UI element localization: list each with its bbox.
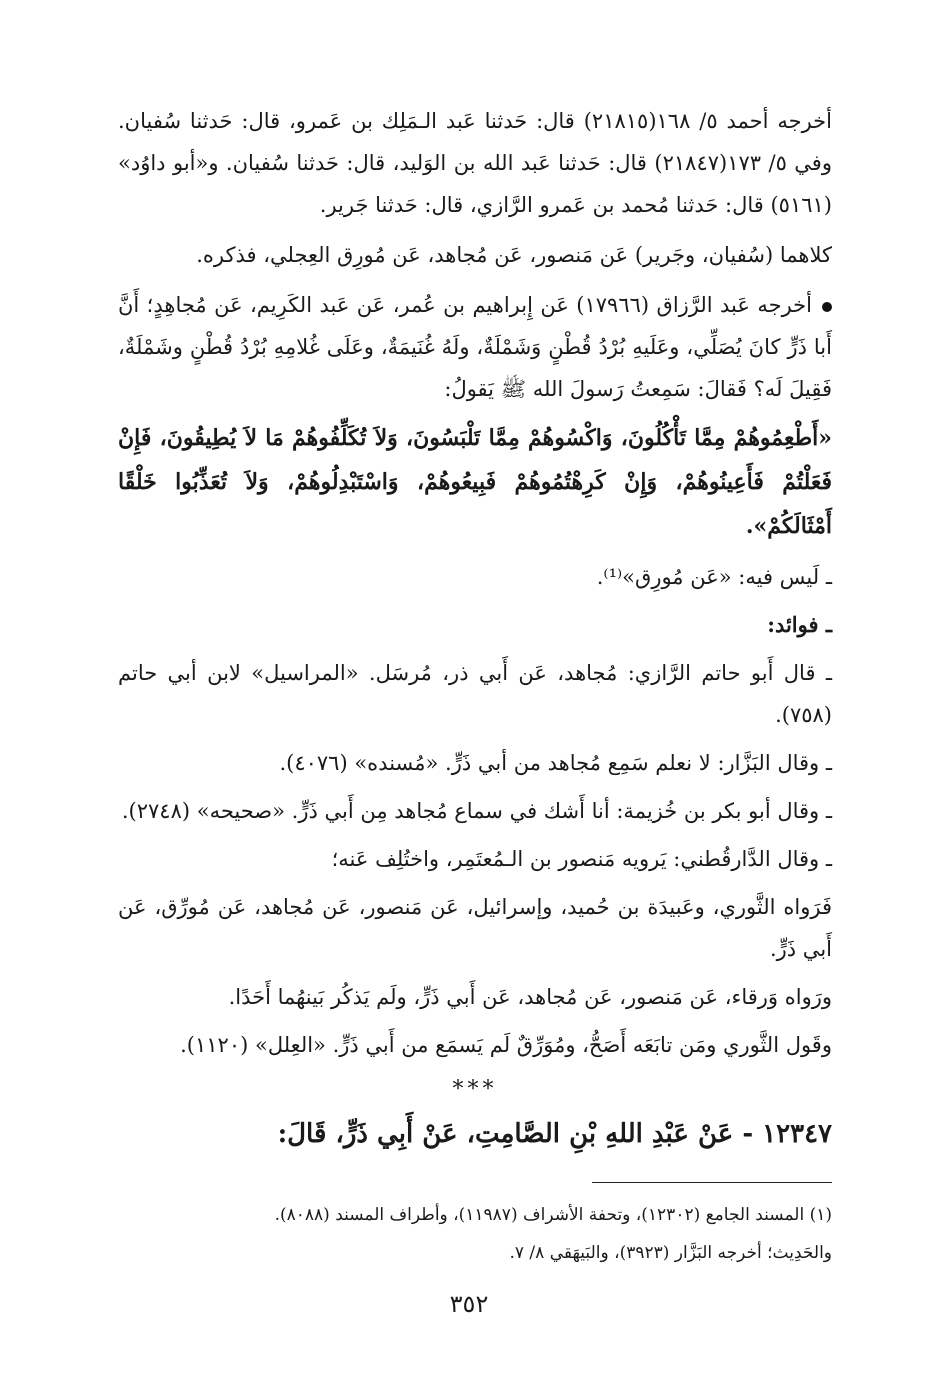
benefit-abu-hatim: ـ قال أَبو حاتم الرَّازي: مُجاهد، عَن أَبي ذر، مُرسَل. «المراسيل» لابن أبي حاتم (٧٥٨).: [118, 661, 832, 727]
footnote-1: (١) المسند الجامع (١٢٣٠٢)، وتحفة الأشراف (١١٩٨٧)، وأطراف المسند (٨٠٨٨).: [274, 1205, 832, 1225]
footnotes: [190, 1196, 832, 1272]
benefits-heading: ـ فوائد:: [767, 612, 832, 637]
page-body: [118, 100, 832, 1168]
summary-paragraph: كلاهما (سُفيان، وجَرير) عَن مَنصور، عَن مُجاهد، عَن مُورِق العِجلي، فذكره.: [196, 243, 832, 267]
hadith-text: «أَطْعِمُوهُمْ مِمَّا تَأْكُلُونَ، وَاكْسُوهُمْ مِمَّا تَلْبَسُونَ، وَلاَ تُكَلِّفُوهُمْ مَا لاَ يُطِيقُونَ، فَإِنْ فَعَلْتُمْ فَأَعِينُوهُمْ، وَإِنْ كَرِهْتُمُوهُمْ فَبِيعُوهُمْ، وَاسْتَبْدِلُوهُمْ، وَلاَ تُعَذِّبُوا خَلْقًا أَمْثَالَكُمْ».: [118, 425, 832, 539]
bullet-icon: [822, 302, 832, 312]
second-takhrij-text: أخرجه عَبد الرَّزاق (١٧٩٦٦) عَن إِبراهيم بن عُمر، عَن عَبد الكَرِيم، عَن مُجاهِدٍ؛ أَنَّ أَبا ذَرٍّ كانَ يُصَلِّي، وعَلَيهِ بُرْدُ قُطْنٍ وَشَمْلَةٌ، ولَهُ غُنَيمَةٌ، وعَلَى غُلامِهِ بُرْدُ قُطْنٍ وشَمْلَةٌ، فَقِيلَ لَه؟ فَقالَ: سَمِعتُ رَسولَ الله ﷺ يَقولُ:: [118, 293, 832, 401]
footnote-2: والحَدِيث؛ أخرجه البَزَّار (٣٩٢٣)، والبَيهَقي ٨/ ٧.: [509, 1243, 832, 1263]
second-takhrij-paragraph: [118, 284, 832, 410]
takhrij-paragraph: أخرجه أحمد ٥/ ١٦٨(٢١٨١٥) قال: حَدثنا عَبد الـمَلِك بن عَمرو، قال: حَدثنا سُفيان. وفي ٥/ ١٧٣(٢١٨٤٧) قال: حَدثنا عَبد الله بن الوَليد، قال: حَدثنا سُفيان. و«أبو داوُد» (٥١٦١) قال: حَدثنا مُحمد بن عَمرو الرَّازي، قال: حَدثنا جَرير.: [118, 109, 832, 217]
next-hadith-heading: ١٢٣٤٧ - عَنْ عَبْدِ اللهِ بْنِ الصَّامِتِ، عَنْ أَبِي ذَرٍّ، قَالَ:: [277, 1119, 832, 1149]
benefit-daraqutni: ـ وقال الدَّارقُطني: يَرويه مَنصور بن الـمُعتَمِر، واختُلِف عَنه؛: [331, 847, 832, 871]
benefit-bazzar: ـ وقال البَزَّار: لا نعلم سَمِع مُجاهد من أبي ذَرٍّ. «مُسنده» (٤٠٧٦).: [279, 751, 832, 775]
section-divider: ***: [452, 1077, 498, 1102]
page-number: ٣٥٢: [449, 1290, 489, 1318]
daraqutni-conclusion: وقَول الثَّوري ومَن تابَعَه أَصَحُّ، ومُوَرِّقٌ لَم يَسمَع من أَبي ذَرٍّ. «العِلل» (١١٢٠).: [180, 1033, 832, 1057]
benefit-ibn-khuzaymah: ـ وقال أبو بكر بن خُزيمة: أنا أَشك في سماع مُجاهد مِن أَبي ذَرٍّ. «صحيحه» (٢٧٤٨).: [121, 799, 832, 823]
footnote-divider: [592, 1182, 832, 1183]
daraqutni-riwaya-2: ورَواه وَرقاء، عَن مَنصور، عَن مُجاهد، عَن أَبي ذَرٍّ، ولَم يَذكُر بَينهُما أَحَدًا.: [228, 985, 832, 1009]
note-paragraph: ـ لَيس فيه: «عَن مُورِق»⁽¹⁾.: [596, 565, 832, 589]
daraqutni-riwaya-1: فَرَواه الثَّوري، وعَبيدَة بن حُميد، وإسرائيل، عَن مَنصور، عَن مُجاهد، عَن مُورِّق، عَن أَبي ذَرٍّ.: [118, 895, 832, 961]
